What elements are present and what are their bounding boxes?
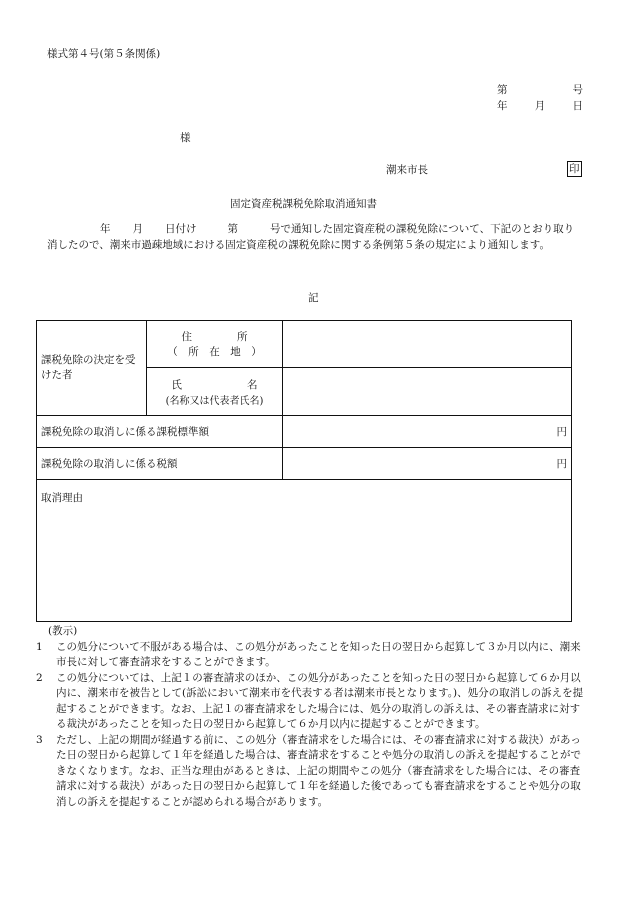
instruction-number: 2 (36, 671, 43, 684)
intro-date-suffix: 日付け (165, 223, 197, 235)
instruction-text: ただし、上記の期間が経過する前に、この処分（審査請求をした場合には、その審査請求に対する裁決）があった日の翌日から起算して１年を経過した場合は、審査請求をすることや処分の取消しの訴えを提起することができなくなります。なお、正当な理由があるときは、上記の期間やこの処分（審査請求をした場合には、その審査請求に対する裁決）があった日の翌日から起算して１年を経過した後であっても審査請求をすることや処分の取消しの訴えを提起することが認められる場合があります。 (56, 733, 581, 808)
document-number (497, 82, 583, 97)
details-table (36, 320, 572, 622)
reason-row (37, 480, 572, 622)
instruction-text: この処分については、上記１の審査請求のほか、この処分があったことを知った日の翌日から起算して６か月以内に、潮来市を被告として(訴訟において潮来市を代表する者は潮来市長となります。)、処分の取消しの訴えを提起することができます。なお、上記１の審査請求をした場合には、処分の取消しの訴えは、その審査請求に対する裁決があったことを知った日の翌日から起算して６か月以内に提起することができます。 (56, 671, 584, 730)
intro-paragraph (47, 222, 584, 253)
form-number: 様式第４号(第５条関係) (47, 48, 161, 60)
date-day: 日 (572, 100, 583, 112)
intro-number-prefix: 第 (227, 223, 238, 235)
instruction-number: 3 (36, 733, 43, 746)
doc-number-suffix: 号 (572, 84, 583, 96)
instruction-item (34, 671, 587, 733)
issue-date (497, 98, 583, 113)
instructions-heading: (教示) (48, 625, 78, 637)
instruction-item (34, 640, 587, 671)
instruction-text: この処分について不服がある場合は、この処分があったことを知った日の翌日から起算して３か月以内に、潮来市長に対して審査請求をすることができます。 (56, 640, 581, 668)
tax-base-row (37, 416, 572, 448)
name-value-cell (283, 368, 572, 416)
address-value-cell (283, 321, 572, 368)
tax-amount-row (37, 448, 572, 480)
tax-base-label: 課税免除の取消しに係る課税標準額 (37, 416, 283, 448)
tax-amount-label: 課税免除の取消しに係る税額 (37, 448, 283, 480)
address-sub-label: （ 所 在 地 ） (167, 346, 262, 358)
name-char-2: 名 (247, 378, 258, 391)
tax-base-yen: 円 (283, 416, 572, 448)
instruction-number: 1 (36, 640, 43, 653)
instruction-item (34, 733, 587, 811)
name-sub-label: (名称又は代表者氏名) (165, 395, 264, 407)
intro-year: 年 (100, 223, 111, 235)
tax-amount-yen: 円 (283, 448, 572, 480)
recipient-label: 課税免除の決定を受けた者 (41, 354, 136, 381)
name-label (172, 377, 258, 392)
issuer-name: 潮来市長 (386, 164, 428, 176)
recipient-label-cell (37, 321, 147, 416)
document-title: 固定資産税課税免除取消通知書 (230, 198, 377, 210)
name-label-cell (147, 368, 283, 416)
address-label-cell (147, 321, 283, 368)
intro-text: 号で通知した固定資産税の課税免除について、下記のとおり取り消したので、潮来市過疎地域における固定資産税の課税免除に関する条例第５条の規定により通知します。 (47, 223, 575, 251)
date-year: 年 (497, 100, 508, 112)
address-row (37, 321, 572, 368)
date-month: 月 (534, 100, 546, 112)
ki-heading: 記 (308, 292, 319, 304)
address-char-2: 所 (237, 331, 248, 343)
seal-mark: 印 (569, 163, 580, 175)
doc-number-prefix: 第 (497, 84, 508, 96)
instructions-section (34, 624, 587, 810)
address-char-1: 住 (181, 331, 192, 343)
reason-label: 取消理由 (37, 480, 572, 622)
intro-month: 月 (132, 223, 143, 235)
name-char-1: 氏 (171, 378, 182, 391)
address-label (182, 329, 248, 344)
addressee-suffix: 様 (180, 132, 191, 144)
